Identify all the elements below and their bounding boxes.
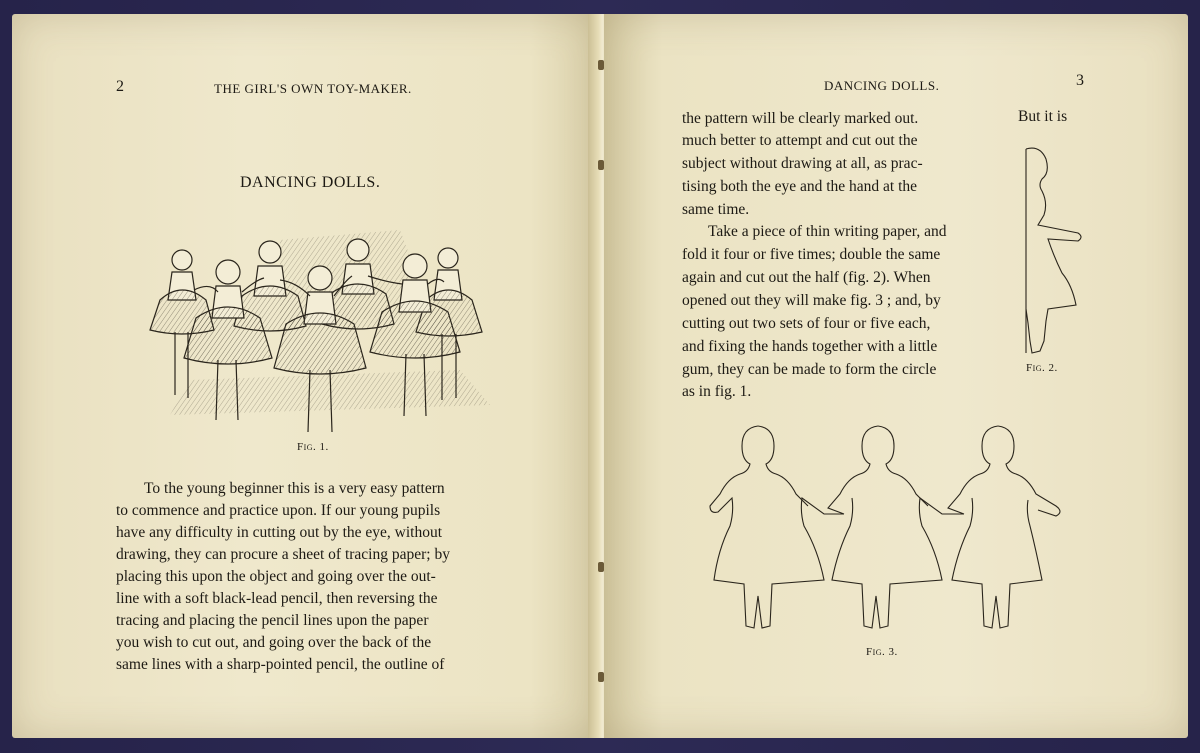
chapter-title: DANCING DOLLS.: [240, 174, 381, 191]
fig2-caption: Fig. 2.: [1026, 362, 1058, 374]
right-text-line: as in fig. 1.: [682, 383, 752, 400]
right-text-line: tising both the eye and the hand at the: [682, 178, 918, 195]
left-text-line: you wish to cut out, and going over the back of the: [116, 634, 432, 651]
left-text-line: have any difficulty in cutting out by the eye, without: [116, 524, 443, 541]
right-text-line: gum, they can be made to form the circle: [682, 361, 937, 378]
right-page-number: 3: [1076, 72, 1084, 89]
fig1-caption: Fig. 1.: [297, 441, 329, 453]
left-text-line: placing this upon the object and going over the out-: [116, 568, 436, 585]
right-text-line: the pattern will be clearly marked out.: [682, 110, 919, 127]
left-text-line: To the young beginner this is a very easy pattern: [144, 480, 445, 497]
right-running-head: DANCING DOLLS.: [824, 78, 940, 93]
right-text-line: cutting out two sets of four or five each,: [682, 315, 931, 332]
fig3-connected-dolls-outline: [708, 420, 1068, 640]
left-text-line: line with a soft black-lead pencil, then reversing the: [116, 590, 438, 607]
left-text-line: drawing, they can procure a sheet of tracing paper; by: [116, 546, 450, 563]
fig2-half-doll-outline: [1018, 145, 1088, 360]
right-text-line: fold it four or five times; double the same: [682, 246, 941, 263]
left-text-line: same lines with a sharp-pointed pencil, the outline of: [116, 656, 445, 673]
fig1-dancing-dolls-illustration: [130, 220, 510, 435]
left-running-head: THE GIRL'S OWN TOY-MAKER.: [214, 81, 412, 96]
right-text-line: again and cut out the half (fig. 2). When: [682, 269, 931, 286]
right-text-line: subject without drawing at all, as prac-: [682, 155, 923, 172]
right-text-line: opened out they will make fig. 3 ; and, by: [682, 292, 941, 309]
right-text-line: and fixing the hands together with a little: [682, 338, 938, 355]
right-text-line-tail: But it is: [1018, 108, 1068, 125]
left-page-number: 2: [116, 78, 124, 95]
left-text-line: to commence and practice upon. If our young pupils: [116, 502, 441, 519]
fig3-caption: Fig. 3.: [866, 646, 898, 658]
left-text-line: tracing and placing the pencil lines upon the paper: [116, 612, 429, 629]
right-text-line: same time.: [682, 201, 750, 218]
right-text-line: much better to attempt and cut out the: [682, 132, 918, 149]
right-text-line: Take a piece of thin writing paper, and: [708, 223, 947, 240]
